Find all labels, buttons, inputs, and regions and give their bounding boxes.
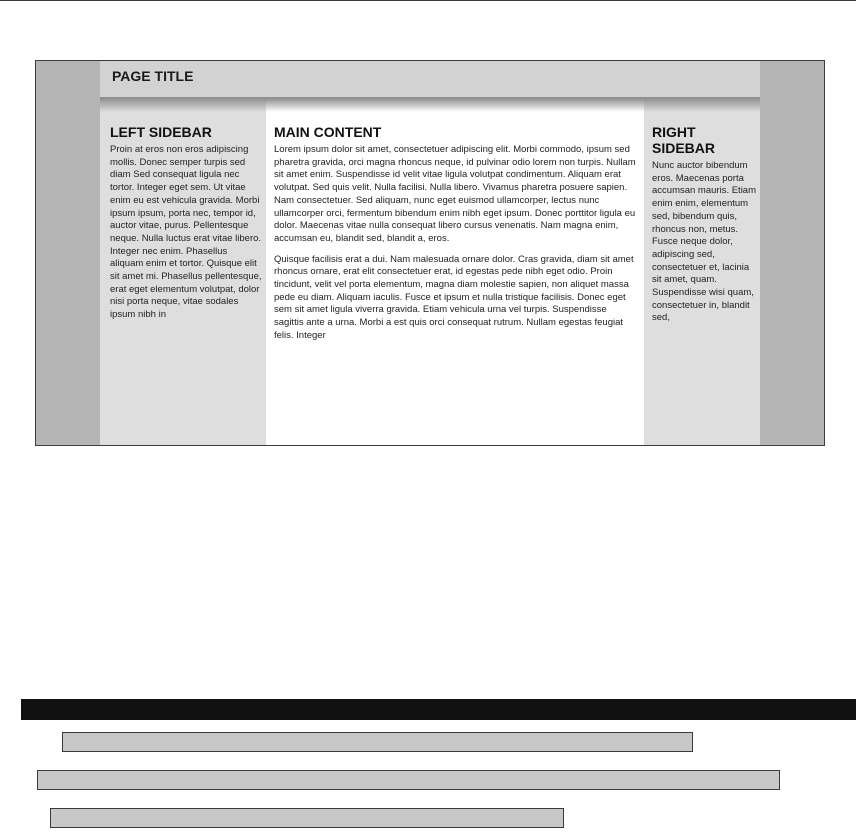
redaction-bar-dark	[21, 699, 856, 720]
left-sidebar-heading: LEFT SIDEBAR	[110, 124, 212, 140]
page-title: PAGE TITLE	[112, 68, 194, 84]
main-content-paragraph-2: Quisque facilisis erat a dui. Nam malesuada ornare dolor. Cras gravida, diam sit amet rhoncus ornare, erat elit consectetuer erat, id egestas pede nibh eget odio. Proin tincidunt, velit vel porta elementum, magna diam molestie sapien, non aliquet massa pede eu diam. Aliquam iaculis. Fusce et ipsum et nulla tristique facilisis. Donec eget sem sit amet ligula viverra gravida. Etiam vehicula urna vel turpis. Suspendisse sagittis ante a urna. Morbi a est quis orci consequat rutrum. Nullam egestas feugiat felis. Integer	[274, 253, 634, 341]
top-rule	[0, 0, 856, 1]
mockup-page	[100, 61, 760, 445]
main-content-heading: MAIN CONTENT	[274, 124, 382, 140]
layout-mockup-image	[35, 60, 825, 446]
redaction-bar-1	[62, 732, 693, 752]
mockup-header	[100, 61, 760, 98]
left-sidebar-text: Proin at eros non eros adipiscing mollis. Donec semper turpis sed diam Sed consequat ligula nec tortor. Integer eget sem. Ut vitae enim eu est vehicula gravida. Morbi ipsum ipsum, porta nec, tempor id, auctor vitae, purus. Pellentesque neque. Nulla luctus erat vitae libero. Integer nec enim. Phasellus aliquam enim et tortor. Quisque elit sit amet mi. Phasellus pellentesque, erat eget elementum volutpat, dolor nisi porta neque, vitae sodales ipsum nibh in	[110, 144, 262, 321]
right-sidebar	[644, 98, 760, 445]
redaction-bar-3	[50, 808, 564, 828]
main-content-paragraph-1: Lorem ipsum dolor sit amet, consectetuer adipiscing elit. Morbi commodo, ipsum sed pharetra gravida, orci magna rhoncus neque, id pulvinar odio lorem non turpis. Nullam sit amet enim. Suspendisse id velit vitae ligula volutpat condimentum. Aliquam erat volutpat. Sed quis velit. Nulla facilisi. Nulla libero. Vivamus pharetra posuere sapien. Nam consectetuer. Sed aliquam, nunc eget euismod ullamcorper, lectus nunc ullamcorper orci, fermentum bibendum enim nibh eget ipsum. Donec porttitor ligula eu dolor. Maecenas vitae nulla consequat libero cursus venenatis. Nam magna enim, accumsan eu, blandit sed, blandit a, eros.	[274, 144, 636, 244]
main-content	[266, 98, 644, 445]
left-sidebar	[100, 98, 266, 445]
redaction-bar-2	[37, 770, 780, 790]
right-sidebar-text: Nunc auctor bibendum eros. Maecenas porta accumsan mauris. Etiam enim enim, elementum sed, bibendum quis, rhoncus non, metus. Fusce neque dolor, adipiscing sed, consectetuer et, lacinia sit amet, quam. Suspendisse wisi quam, consectetuer in, blandit sed,	[652, 160, 757, 324]
right-sidebar-heading: RIGHT SIDEBAR	[652, 124, 716, 156]
